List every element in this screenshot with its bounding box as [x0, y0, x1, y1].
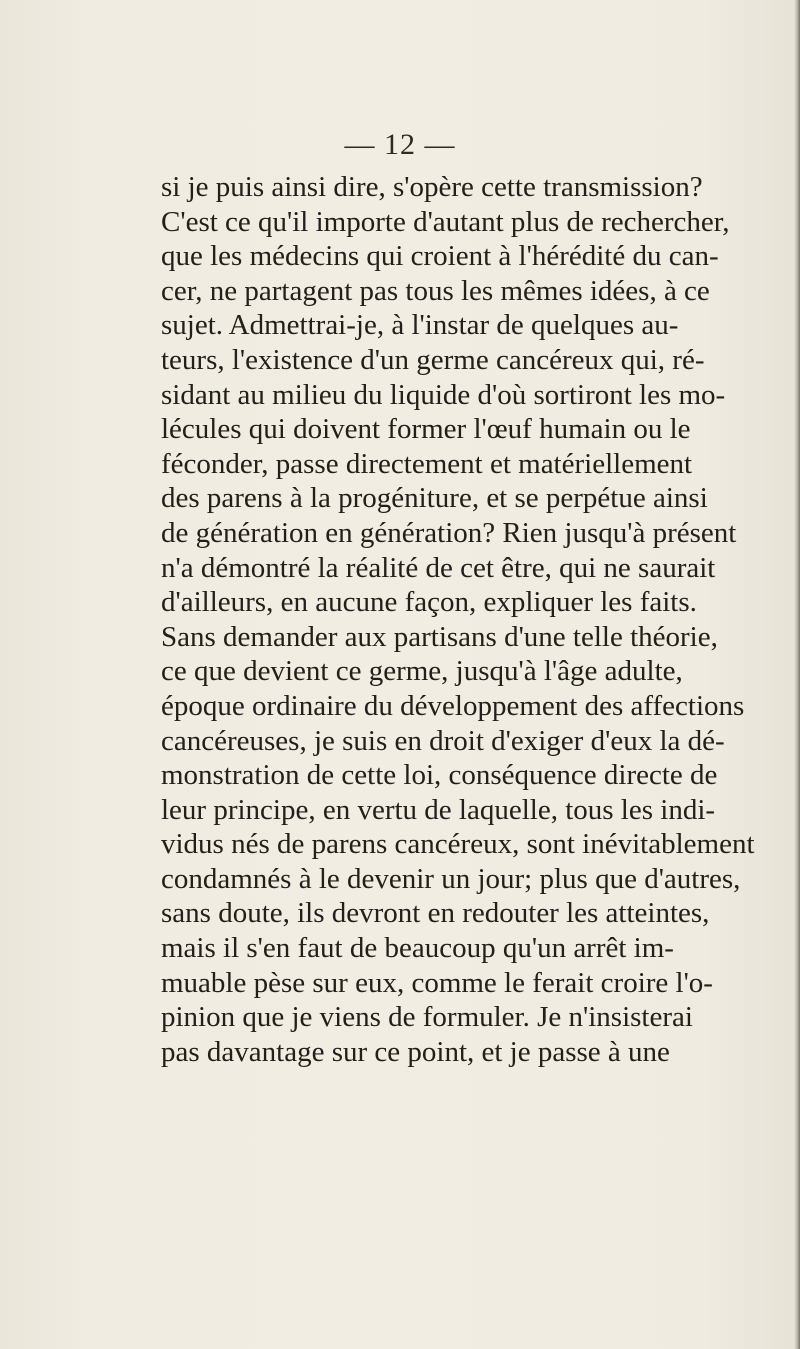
- text-line: féconder, passe directement et matériellement: [161, 447, 693, 480]
- text-line: sujet. Admettrai-je, à l'instar de quelques au-: [161, 309, 679, 342]
- text-line: C'est ce qu'il importe d'autant plus de rechercher,: [161, 205, 730, 238]
- text-line: n'a démontré la réalité de cet être, qui ne saurait: [161, 551, 716, 584]
- text-line: sans doute, ils devront en redouter les atteintes,: [161, 897, 710, 930]
- text-line: vidus nés de parens cancéreux, sont inévitablement: [161, 828, 755, 861]
- text-line: époque ordinaire du développement des affections: [161, 689, 745, 722]
- text-line: pas davantage sur ce point, et je passe à une: [161, 1035, 670, 1068]
- text-line: muable pèse sur eux, comme le ferait croire l'o-: [161, 966, 713, 999]
- page-edge-shadow: [794, 0, 800, 1349]
- text-line: que les médecins qui croient à l'hérédité du can-: [161, 240, 719, 273]
- text-line: mais il s'en faut de beaucoup qu'un arrêt im-: [161, 932, 674, 965]
- text-line: lécules qui doivent former l'œuf humain ou le: [161, 413, 691, 446]
- text-line: cancéreuses, je suis en droit d'exiger d'eux la dé-: [161, 724, 725, 757]
- text-line: des parens à la progéniture, et se perpétue ainsi: [161, 482, 708, 515]
- text-line: d'ailleurs, en aucune façon, expliquer les faits.: [161, 586, 697, 619]
- text-line: de génération en génération? Rien jusqu'à présent: [161, 516, 737, 549]
- text-line: cer, ne partagent pas tous les mêmes idées, à ce: [161, 274, 710, 307]
- text-line: monstration de cette loi, conséquence directe de: [161, 759, 718, 792]
- text-line: ce que devient ce germe, jusqu'à l'âge adulte,: [161, 655, 683, 688]
- body-text: [161, 170, 781, 1069]
- text-line: pinion que je viens de formuler. Je n'insisterai: [161, 1001, 693, 1034]
- text-line: sidant au milieu du liquide d'où sortiront les mo-: [161, 378, 726, 411]
- text-line: teurs, l'existence d'un germe cancéreux qui, ré-: [161, 343, 705, 376]
- page-number: — 12 —: [344, 128, 456, 161]
- text-line: si je puis ainsi dire, s'opère cette transmission?: [161, 171, 703, 203]
- text-line: Sans demander aux partisans d'une telle théorie,: [161, 620, 718, 653]
- text-line: leur principe, en vertu de laquelle, tous les indi-: [161, 793, 716, 826]
- text-line: condamnés à le devenir un jour; plus que d'autres,: [161, 862, 741, 895]
